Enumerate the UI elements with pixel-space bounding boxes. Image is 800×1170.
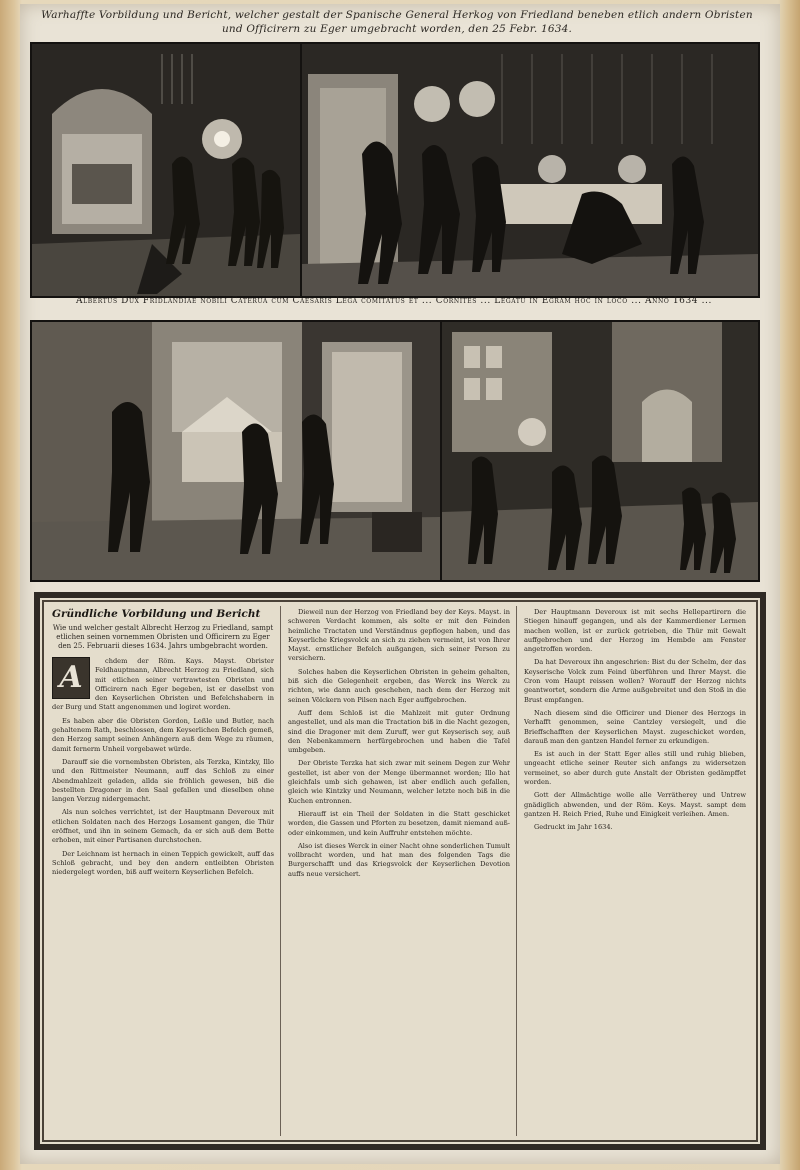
engraving-bedchamber-scene	[32, 322, 440, 580]
paragraph: Als nun solches verrichtet, ist der Hauptmann Deveroux mit etlichen Soldaten nach des Herzogs Losament gangen, die Thür eröffnet, und ihn in seinem Gemach, da er sich auß dem Bette erhoben, mit einer Partisanen durchstochen.	[52, 808, 274, 845]
paragraph: chdem der Röm. Kays. Mayst. Obrister Feldhauptmann, Albrecht Herzog zu Friedland, sich mit etlichen seiner vertrawtesten Obristen und Officirern nach Eger begeben, ist er daselbst von den Keyserlichen Obristen und Befelchshabern in der Burg und Statt angenommen und logiret worden.	[52, 657, 274, 712]
engraving-arrival-scene	[32, 44, 300, 296]
paragraph: Gott der Allmächtige wolle alle Verrätherey und Untrew gnädiglich abwenden, und der Röm. Keys. Mayst. sampt dem gantzen H. Reich Fried, Ruhe und Einigkeit verleihen. Amen.	[524, 791, 746, 818]
text-column-3	[524, 608, 746, 1134]
section-title: Gründliche Vorbildung und Bericht	[52, 608, 261, 620]
paragraph: Solches haben die Keyserlichen Obristen in geheim gehalten, biß sich die Gelegenheit ergeben, das Werck ins Werck zu richten, wie dann auch geschehen, nach dem der Herzog mit seinen Völckern von Pilsen nach Eger auffgebrochen.	[288, 667, 510, 704]
paragraph: Der Obriste Terzka hat sich zwar mit seinem Degen zur Wehr gestellet, ist aber von der Menge übermannet worden; Illo hat gleichfals umb sich gehawen, ist aber endlich auch gefallen, gleich wie Kintzky und Neumann, welcher letzte noch biß in die Kuchen entronnen.	[288, 759, 510, 805]
paragraph: Darauff sie die vornembsten Obristen, als Terzka, Kintzky, Illo und den Rittmeister Neumann, auff das Schloß zu einer Abendmahlzeit geladen, allda sie fröhlich gewesen, biß die bestellten Dragoner in den Saal gefallen und dieselben ohne langen Verzug nidergemacht.	[52, 757, 274, 804]
column-divider	[280, 606, 281, 1136]
banquet-table	[482, 184, 662, 224]
text-column-1	[52, 608, 274, 1134]
engraving-plate-bedchamber	[30, 320, 442, 582]
paragraph: Auff dem Schloß ist die Mahlzeit mit guter Ordnung angestellet, und als man die Tractation biß in die Nacht gezogen, sind die Dragoner mit dem Zuruff, wer gut Keyserisch sey, auß den Nebenkammern herfürgebrochen und haben die Tafel umbgeben.	[288, 708, 510, 755]
paragraph: Der Leichnam ist hernach in einen Teppich gewickelt, auff das Schloß gebracht, und bey den andern entleibten Obristen niedergelegt worden, biß auff weitern Keyserlichen Befelch.	[52, 849, 274, 877]
lantern-glow	[518, 418, 546, 446]
decorated-initial: A	[52, 657, 90, 699]
broadsheet-headline: Warhaffte Vorbildung und Bericht, welcher gestalt der Spanische General Herkog von Friedland beneben etlich andern Obristen und Officirern zu Eger umgebracht worden, den 25 Febr. 1634.	[41, 9, 753, 35]
paragraph: Dieweil nun der Herzog von Friedland bey der Keys. Mayst. in schweren Verdacht kommen, als solte er mit den Feinden heimliche Tractaten und Verständnus gepflogen haben, und das Keyserliche Kriegsvolck an sich zu ziehen vermeint, ist von Ihrer Mayst. ernstlicher Befelch außgangen, sich seiner Person zu versichern.	[288, 608, 510, 663]
letterpress-text-block	[34, 592, 766, 1150]
engraving-plate-arrival	[30, 42, 302, 298]
paragraph: Der Hauptmann Deveroux ist mit sechs Hellepartirern die Stiegen hinauff gegangen, und als der Kammerdiener Lermen machen wollen, ist er zurück getrieben, die Thür mit Gewalt auffgebrochen und der Herzog im Hembde am Fenster angetroffen worden.	[524, 608, 746, 654]
paragraph: Da hat Deveroux ihn angeschrien: Bist du der Schelm, der das Keyserische Volck zum Feind überführen und Ihrer Mayst. die Cron vom Haupt reissen wollen? Worauff der Herzog nichts geantwortet, sondern die Arme außgebreitet und den Stoß in die Brust empfangen.	[524, 658, 746, 704]
paragraph: Es haben aber die Obristen Gordon, Leßle und Butler, nach gehaltenem Rath, beschlossen, dem Keyserlichen Befelch gemeß, den Herzog sampt seinen Anhängern auß dem Wege zu räumen, damit fernerm Unheil vorgebawet würde.	[52, 716, 274, 753]
engraving-banquet-scene	[302, 44, 758, 296]
text-column-2	[288, 608, 510, 1134]
engraving-street-scene	[442, 322, 758, 580]
section-subtitle: Wie und welcher gestalt Albrecht Herzog zu Friedland, sampt etlichen seinen vornemmen Obristen und Officirern zu Eger den 25. Februarii dieses 1634. Jahrs umbgebracht worden.	[52, 624, 274, 650]
plate-caption: Albertus Dux Fridlandiae nobili Caterua cum Caesaris Lega comitatus et ... Cornites ... Legatu in Egram hoc in loco ... Anno 1634 ...	[76, 296, 712, 306]
engraving-plate-street	[440, 320, 760, 582]
engraving-plate-banquet	[300, 42, 760, 298]
paragraph: Hierauff ist ein Theil der Soldaten in die Statt geschicket worden, die Gassen und Pforten zu besetzen, damit niemand auß- oder einkommen, und kein Auffruhr entstehen möchte.	[288, 809, 510, 837]
column-divider	[516, 606, 517, 1136]
paragraph: Es ist auch in der Statt Eger alles still und ruhig blieben, ungeacht etliche seiner Reuter sich anfangs zu widersetzen vermeinet, so aber durch gute Anstalt der Obristen gedämpffet worden.	[524, 750, 746, 787]
paragraph: Also ist dieses Werck in einer Nacht ohne sonderlichen Tumult vollbracht worden, und hat man des folgenden Tags die Burgerschafft und das Kriegsvolck der Keyserlichen Devotion auffs neue versichert.	[288, 841, 510, 878]
paragraph: Gedruckt im Jahr 1634.	[534, 823, 613, 832]
paragraph: Nach diesem sind die Officirer und Diener des Herzogs in Verhafft genommen, seine Cantzley versiegelt, und die Brieffschafften der Keyserlichen Mayst. zugeschicket worden, darauß man den gantzen Handel ferner zu erkundigen.	[524, 708, 746, 745]
